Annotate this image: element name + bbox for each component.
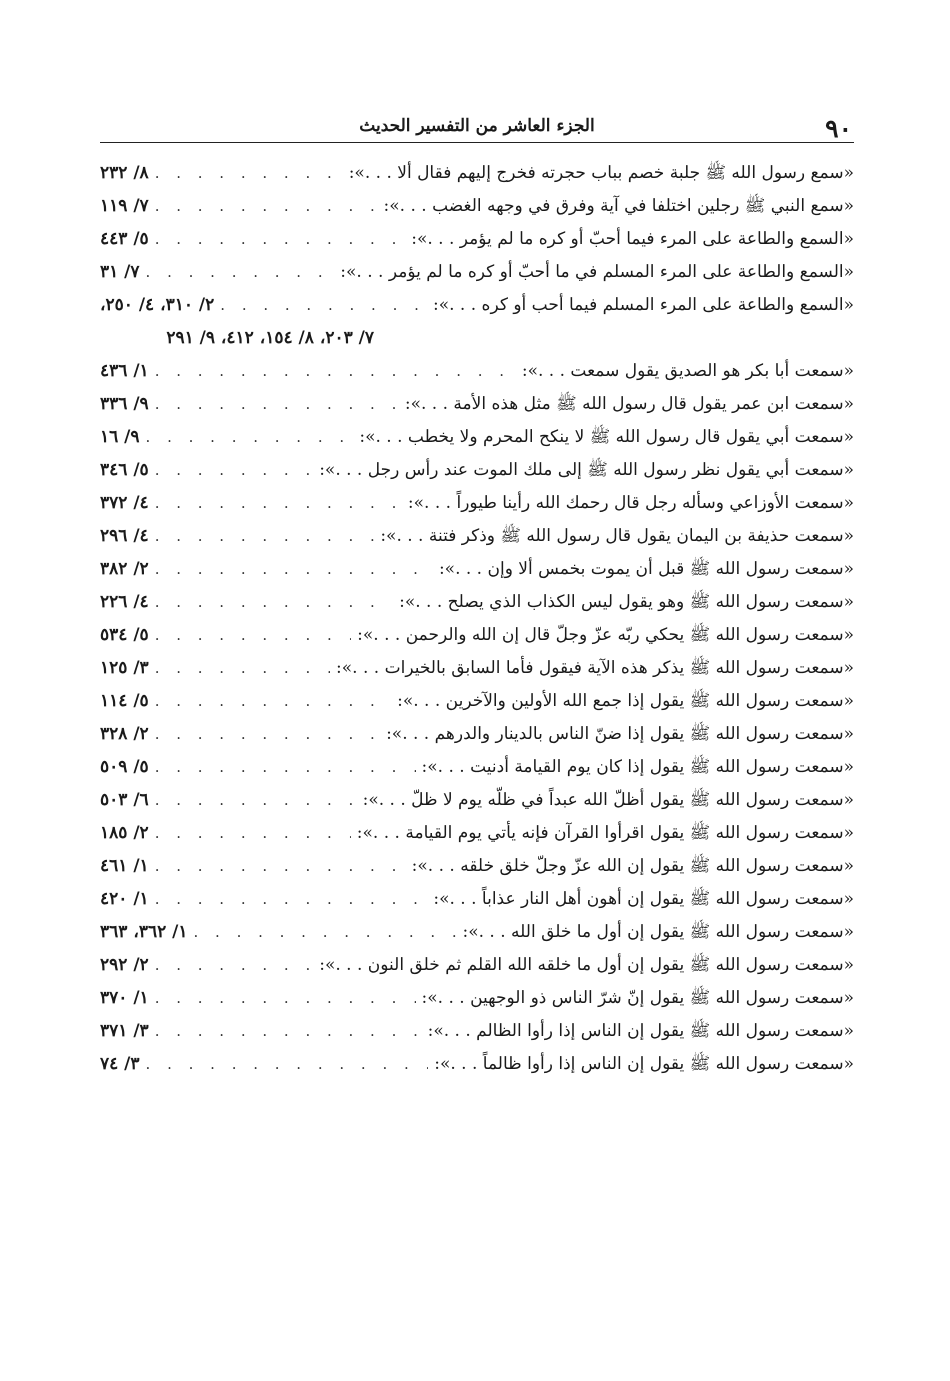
page-header: [100, 112, 854, 143]
entry-reference: ٦/ ٥٠٣: [100, 790, 149, 810]
entry-text: «سمعت رسول الله ﷺ يقول إن أول ما خلق الله . . .»:: [462, 922, 854, 942]
index-entry: [100, 223, 854, 256]
index-entry-continuation: [100, 322, 854, 355]
dot-leader: [155, 652, 330, 685]
entry-reference: ٩/ ١٦: [100, 427, 140, 447]
index-entry: [100, 157, 854, 190]
entry-text: «سمعت رسول الله ﷺ يقول إن أول ما خلقه الله القلم ثم خلق النون . . .»:: [319, 955, 854, 975]
index-entry: [100, 553, 854, 586]
dot-leader: [155, 223, 406, 256]
dot-leader: [155, 190, 378, 223]
dot-leader: [155, 388, 399, 421]
hadith-index-list: [100, 157, 854, 1081]
entry-reference: ٥/ ١١٤: [100, 691, 149, 711]
dot-leader: [155, 454, 314, 487]
index-entry: [100, 1048, 854, 1081]
dot-leader: [155, 1015, 422, 1048]
dot-leader: [220, 289, 427, 322]
entry-reference: ٢/ ٣١٠، ٤/ ٢٥٠،: [100, 295, 215, 315]
entry-reference: ١/ ٤٢٠: [100, 889, 149, 909]
entry-text: «سمعت رسول الله ﷺ يحكي ربّه عزّ وجلّ قال إن الله والرحمن . . .»:: [357, 625, 854, 645]
entry-text: «سمعت أبا بكر هو الصديق يقول سمعت . . .»:: [521, 361, 854, 381]
entry-text: «سمعت رسول الله ﷺ يقول أظلّ الله عبداً في ظلّه يوم لا ظلّ . . .»:: [362, 790, 854, 810]
dot-leader: [155, 685, 391, 718]
entry-reference: ٢/ ١٨٥: [100, 823, 149, 843]
entry-text: «السمع والطاعة على المرء المسلم في ما أحبّ أو كره ما لم يؤمر . . .»:: [340, 262, 854, 282]
index-entry: [100, 883, 854, 916]
entry-text: «سمع النبي ﷺ رجلين اختلفا في آية وفرق في وجهه الغضب . . .»:: [383, 196, 854, 216]
dot-leader: [194, 916, 457, 949]
dot-leader: [155, 751, 416, 784]
page-number: ٩٠: [825, 114, 852, 143]
dot-leader: [155, 883, 428, 916]
index-entry: [100, 421, 854, 454]
index-entry: [100, 619, 854, 652]
entry-text: «سمعت رسول الله ﷺ يذكر هذه الآية فيقول فأما السابق بالخيرات . . .»:: [336, 658, 854, 678]
entry-text: «سمعت رسول الله ﷺ يقول إذا جمع الله الأولين والآخرين . . .»:: [397, 691, 854, 711]
dot-leader: [155, 487, 402, 520]
entry-reference: ١/ ٣٧٠: [100, 988, 149, 1008]
entry-text: «سمعت رسول الله ﷺ يقول إذا كان يوم القيامة أدنيت . . .»:: [421, 757, 854, 777]
index-entry: [100, 850, 854, 883]
dot-leader: [155, 949, 314, 982]
entry-text: «سمعت رسول الله ﷺ يقول إن الله عزّ وجلّ خلق خلقه . . .»:: [411, 856, 854, 876]
entry-reference: ٥/ ٣٤٦: [100, 460, 149, 480]
entry-reference: ١/ ٤٦١: [100, 856, 149, 876]
entry-reference: ٨/ ٢٣٢: [100, 163, 149, 183]
index-entry: [100, 289, 854, 322]
dot-leader: [146, 1048, 429, 1081]
index-entry: [100, 817, 854, 850]
index-entry: [100, 751, 854, 784]
entry-text: «السمع والطاعة على المرء المسلم فيما أحب أو كره . . .»:: [432, 295, 854, 315]
entry-reference: ٧/ ٢٠٣، ٨/ ١٥٤، ٤١٢، ٩/ ٢٩١: [166, 328, 374, 348]
index-entry: [100, 388, 854, 421]
entry-text: «السمع والطاعة على المرء فيما أحبّ أو كره ما لم يؤمر . . .»:: [411, 229, 854, 249]
dot-leader: [155, 817, 351, 850]
entry-text: «سمعت رسول الله ﷺ يقول إن الناس إذا رأوا الظالم . . .»:: [427, 1021, 854, 1041]
entry-text: «سمعت رسول الله ﷺ يقول إنّ شرّ الناس ذو الوجهين . . .»:: [421, 988, 854, 1008]
entry-text: «سمع رسول الله ﷺ جلبة خصم بباب حجرته فخرج إليهم فقال ألا . . .»:: [348, 163, 854, 183]
index-entry: [100, 784, 854, 817]
entry-text: «سمعت رسول الله ﷺ وهو يقول ليس الكذاب الذي يصلح . . .»:: [399, 592, 854, 612]
index-entry: [100, 718, 854, 751]
entry-reference: ٢/ ٣٨٢: [100, 559, 149, 579]
dot-leader: [155, 784, 357, 817]
entry-reference: ٤/ ٢٩٦: [100, 526, 149, 546]
index-entry: [100, 487, 854, 520]
index-entry: [100, 520, 854, 553]
entry-text: «سمعت أبي يقول نظر رسول الله ﷺ إلى ملك الموت عند رأس رجل . . .»:: [319, 460, 854, 480]
dot-leader: [155, 982, 416, 1015]
index-entry: [100, 454, 854, 487]
entry-reference: ٢/ ٢٩٢: [100, 955, 149, 975]
index-entry: [100, 652, 854, 685]
entry-reference: ٧/ ١١٩: [100, 196, 149, 216]
index-entry: [100, 586, 854, 619]
entry-text: «سمعت رسول الله ﷺ قبل أن يموت بخمس ألا وإن . . .»:: [438, 559, 854, 579]
entry-reference: ١/ ٤٣٦: [100, 361, 149, 381]
running-title: الجزء العاشر من التفسير الحديث: [359, 116, 595, 136]
index-entry: [100, 916, 854, 949]
dot-leader: [146, 256, 335, 289]
dot-leader: [155, 520, 375, 553]
entry-reference: ٣/ ١٢٥: [100, 658, 149, 678]
entry-text: «سمعت ابن عمر يقول قال رسول الله ﷺ مثل هذه الأمة . . .»:: [404, 394, 854, 414]
entry-text: «سمعت رسول الله ﷺ يقول إن الناس إذا رأوا ظالماً . . .»:: [434, 1054, 854, 1074]
entry-text: «سمعت رسول الله ﷺ يقول إذا ضنّ الناس بالدينار والدرهم . . .»:: [386, 724, 854, 744]
dot-leader: [155, 553, 433, 586]
dot-leader: [155, 619, 351, 652]
index-entry: [100, 355, 854, 388]
entry-reference: ٧/ ٣١: [100, 262, 140, 282]
index-entry: [100, 949, 854, 982]
entry-text: «سمعت رسول الله ﷺ يقول اقرأوا القرآن فإنه يأتي يوم القيامة . . .»:: [356, 823, 854, 843]
index-entry: [100, 1015, 854, 1048]
entry-reference: ٤/ ٣٧٢: [100, 493, 149, 513]
entry-reference: ٣/ ٣٧١: [100, 1021, 149, 1041]
index-entry: [100, 982, 854, 1015]
index-entry: [100, 685, 854, 718]
entry-reference: ٥/ ٥٠٩: [100, 757, 149, 777]
entry-reference: ٩/ ٣٣٦: [100, 394, 149, 414]
dot-leader: [155, 850, 406, 883]
entry-reference: ٢/ ٣٢٨: [100, 724, 149, 744]
entry-text: «سمعت رسول الله ﷺ يقول إن أهون أهل النار عذاباً . . .»:: [433, 889, 854, 909]
dot-leader: [155, 157, 343, 190]
entry-reference: ٣/ ٧٤: [100, 1054, 140, 1074]
entry-reference: ٥/ ٥٣٤: [100, 625, 149, 645]
entry-text: «سمعت الأوزاعي وسأله رجل قال رحمك الله رأينا طيوراً . . .»:: [407, 493, 854, 513]
entry-text: «سمعت أبي يقول قال رسول الله ﷺ لا ينكح المحرم ولا يخطب . . .»:: [359, 427, 854, 447]
entry-reference: ٥/ ٤٤٣: [100, 229, 149, 249]
index-page: [100, 112, 854, 1081]
index-entry: [100, 190, 854, 223]
index-entry: [100, 256, 854, 289]
entry-text: «سمعت حذيفة بن اليمان يقول قال رسول الله ﷺ وذكر فتنة . . .»:: [380, 526, 854, 546]
dot-leader: [155, 718, 380, 751]
entry-reference: ١/ ٣٦٢، ٣٦٣: [100, 922, 188, 942]
dot-leader: [155, 355, 516, 388]
dot-leader: [146, 421, 354, 454]
entry-reference: ٤/ ٢٢٦: [100, 592, 149, 612]
dot-leader: [155, 586, 393, 619]
